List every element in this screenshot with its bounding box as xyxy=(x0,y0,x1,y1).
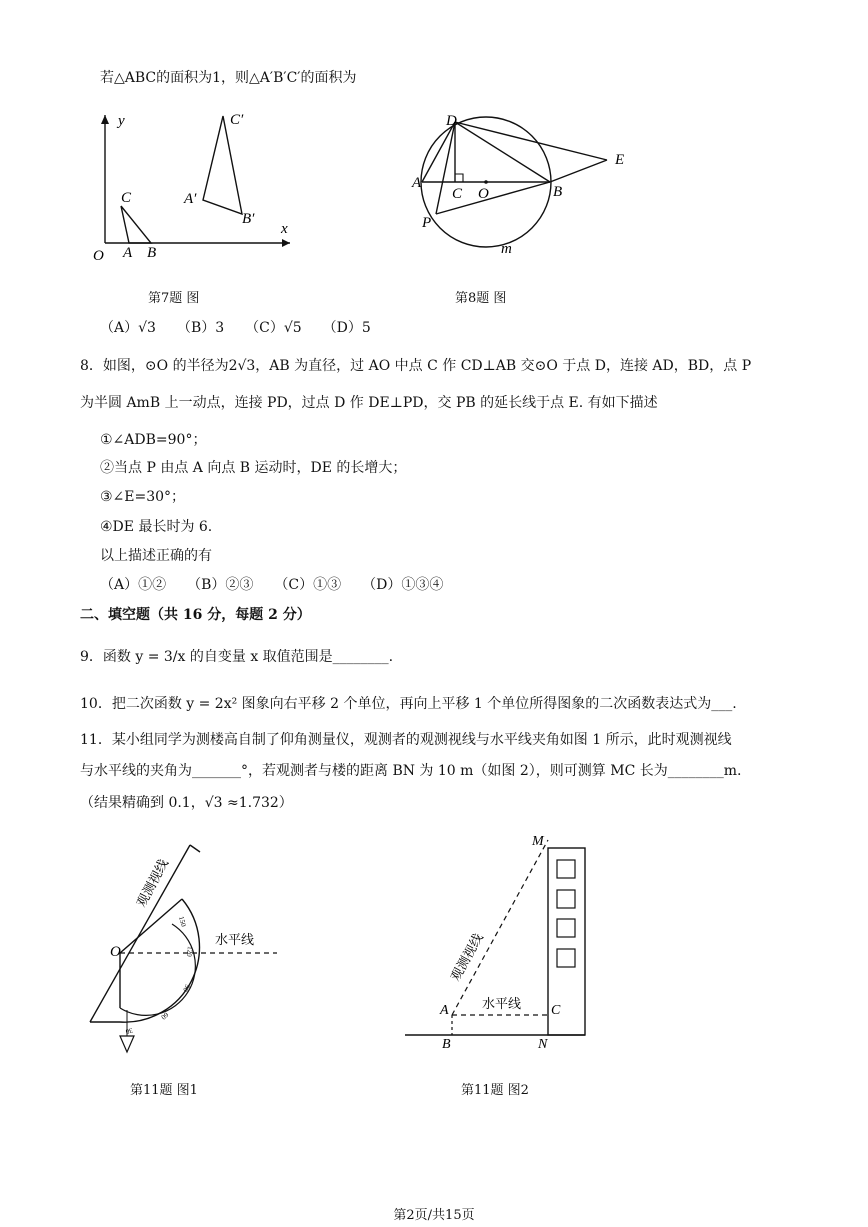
q8-statement-1: ①∠ADB=90°； xyxy=(100,432,207,448)
q8-m-label: m xyxy=(501,241,512,257)
q7-x-label: x xyxy=(281,221,288,237)
q8-a-label: A xyxy=(412,175,422,191)
q8-ask: 以上描述正确的有 xyxy=(100,548,212,564)
q7-o-label: O xyxy=(93,248,104,264)
q8-p-label: P xyxy=(422,215,432,231)
q11-fig1-caption: 第11题 图1 xyxy=(130,1083,198,1098)
q7-a1-label: A′ xyxy=(184,191,197,207)
q8-o-label: O xyxy=(478,186,489,202)
q8-e-label: E xyxy=(615,152,625,168)
q7-c1-label: C′ xyxy=(230,112,244,128)
q11-b-label: B xyxy=(442,1037,451,1052)
tick-150: 150 xyxy=(177,915,188,928)
q11-fig2-caption: 第11题 图2 xyxy=(461,1083,529,1098)
q11-line1: 11．某小组同学为测楼高自制了仰角测量仪，观测者的观测视线与水平线夹角如图 1 所示，此时观测视线 xyxy=(80,732,732,748)
q7-figure-caption: 第7题 图 xyxy=(148,291,200,306)
q9-text: 9．函数 y = 3/x 的自变量 x 取值范围是________. xyxy=(80,649,394,665)
tick-30: 30 xyxy=(124,1026,134,1036)
q11-c-label: C xyxy=(551,1003,561,1018)
q7-c-label: C xyxy=(121,190,132,206)
q7-a-label: A xyxy=(123,245,133,261)
q8-figure-caption: 第8题 图 xyxy=(455,291,507,306)
q8-statement-2: ②当点 P 由点 A 向点 B 运动时，DE 的长增大； xyxy=(100,460,407,476)
section-heading: 二、填空题（共 16 分，每题 2 分） xyxy=(80,607,311,623)
q11-line3: （结果精确到 0.1，√3 ≈1.732） xyxy=(80,795,293,811)
q11-fig1-o-label: O xyxy=(110,944,121,960)
q11-m-label: M xyxy=(532,834,544,849)
tick-60: 60 xyxy=(159,1010,170,1022)
q11-fig1 xyxy=(82,840,282,1065)
sight-line-label-1: 观测视线 xyxy=(133,856,172,910)
q11-a-label: A xyxy=(440,1003,449,1018)
sight-line-label-2: 观测视线 xyxy=(447,930,486,984)
q8-statement-4: ④DE 最长时为 6. xyxy=(100,519,213,535)
q7-figure xyxy=(85,110,295,270)
q8-statement-3: ③∠E=30°； xyxy=(100,489,186,505)
q8-line1: 8．如图，⊙O 的半径为2√3，AB 为直径，过 AO 中点 C 作 CD⊥AB 交⊙O 于点 D，连接 AD，BD，点 P xyxy=(80,358,752,374)
tick-90: 90 xyxy=(181,983,192,993)
q7-b-label: B xyxy=(147,245,157,261)
q8-options: （A）①② （B）②③ （C）①③ （D）①③④ xyxy=(100,577,444,593)
q8-b-label: B xyxy=(553,184,563,200)
q8-c-label: C xyxy=(452,186,463,202)
q11-fig2 xyxy=(400,830,600,1055)
q8-d-label: D xyxy=(446,113,457,129)
q7-options: （A）√3 （B）3 （C）√5 （D）5 xyxy=(100,320,371,336)
q7-intro: 若△ABC的面积为1，则△A′B′C′的面积为 xyxy=(100,70,357,86)
q11-line2: 与水平线的夹角为_______°，若观测者与楼的距离 BN 为 10 m（如图 2），则可测算 MC 长为________m. xyxy=(80,763,742,779)
q11-n-label: N xyxy=(538,1037,548,1052)
q10-text: 10．把二次函数 y = 2x² 图象向右平移 2 个单位，再向上平移 1 个单位所得图象的二次函数表达式为___. xyxy=(80,696,737,712)
tick-120: 120 xyxy=(185,945,194,957)
q8-figure xyxy=(410,110,640,260)
q7-b1-label: B′ xyxy=(242,211,255,227)
page-footer: 第2页/共15页 xyxy=(393,1208,475,1223)
horizontal-line-label-1: 水平线 xyxy=(215,932,255,947)
horizontal-line-label-2: 水平线 xyxy=(482,996,522,1011)
q7-y-label: y xyxy=(118,113,125,129)
q8-line2: 为半圆 AmB 上一动点，连接 PD，过点 D 作 DE⊥PD，交 PB 的延长线于点 E. 有如下描述 xyxy=(80,395,658,411)
